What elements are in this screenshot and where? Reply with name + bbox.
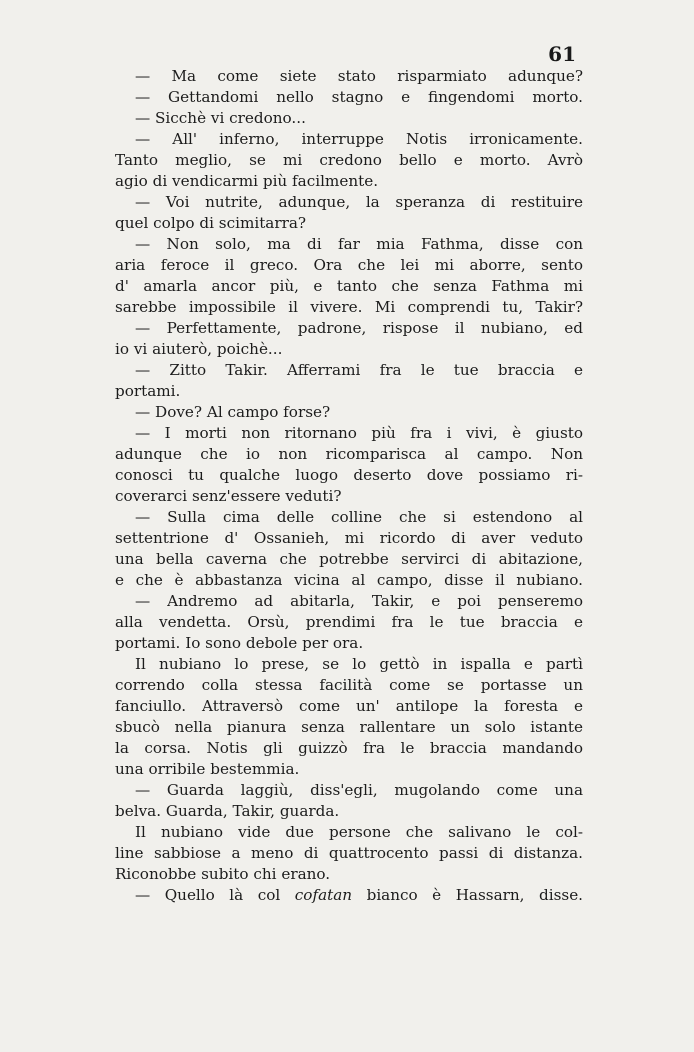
line-segment: — Quello là col <box>135 886 281 904</box>
text-line: — Dove? Al campo forse? <box>135 403 331 421</box>
text-line: e che è abbastanza vicina al campo, disse il nubiano. <box>115 571 583 589</box>
text-line: fanciullo. Attraversò come un' antilope la foresta e <box>115 697 583 715</box>
text-line: correndo colla stessa facilità come se portasse un <box>115 676 583 694</box>
text-line: — Ma come siete stato risparmiato adunque? <box>135 67 583 85</box>
text-line: portami. <box>115 382 181 400</box>
text-line: Il nubiano lo prese, se lo gettò in ispalla e partì <box>135 655 583 673</box>
text-line: — Sicchè vi credono... <box>135 109 306 127</box>
text-line: alla vendetta. Orsù, prendimi fra le tue braccia e <box>115 613 583 631</box>
text-line: la corsa. Notis gli guizzò fra le braccia mandando <box>115 739 583 757</box>
text-line: aria feroce il greco. Ora che lei mi aborre, sento <box>115 256 583 274</box>
text-line: una bella caverna che potrebbe servirci di abitazione, <box>115 550 583 568</box>
text-line: sarebbe impossibile il vivere. Mi comprendi tu, Takir? <box>115 298 583 316</box>
text-line: — Non solo, ma di far mia Fathma, disse con <box>135 235 583 253</box>
text-line: — Andremo ad abitarla, Takir, e poi penseremo <box>135 592 583 610</box>
page-number: 61 <box>548 42 576 66</box>
text-line: settentrione d' Ossanieh, mi ricordo di aver veduto <box>115 529 583 547</box>
text-line: Riconobbe subito chi erano. <box>115 865 331 883</box>
text-line: — Zitto Takir. Afferrami fra le tue braccia e <box>135 361 583 379</box>
text-line <box>135 885 583 905</box>
text-line: Il nubiano vide due persone che salivano le col- <box>135 823 583 841</box>
line-segment: bianco è Hassarn, disse. <box>366 886 584 904</box>
text-line: line sabbiose a meno di quattrocento passi di distanza. <box>115 844 583 862</box>
text-line: io vi aiuterò, poichè... <box>115 340 283 358</box>
text-line: coverarci senz'essere veduti? <box>115 487 342 505</box>
text-line: — I morti non ritornano più fra i vivi, è giusto <box>135 424 583 442</box>
text-line: — Gettandomi nello stagno e fingendomi morto. <box>135 88 583 106</box>
text-line: d' amarla ancor più, e tanto che senza Fathma mi <box>115 277 583 295</box>
text-line: — Perfettamente, padrone, rispose il nubiano, ed <box>135 319 583 337</box>
text-line: conosci tu qualche luogo deserto dove possiamo ri- <box>115 466 583 484</box>
text-line: — Voi nutrite, adunque, la speranza di restituire <box>135 193 583 211</box>
text-line: portami. Io sono debole per ora. <box>115 634 364 652</box>
text-line: agio di vendicarmi più facilmente. <box>115 172 379 190</box>
text-line: adunque che io non ricomparisca al campo. Non <box>115 445 583 463</box>
text-line: quel colpo di scimitarra? <box>115 214 307 232</box>
text-line: Tanto meglio, se mi credono bello e morto. Avrò <box>115 151 583 169</box>
text-line: — Sulla cima delle colline che si estendono al <box>135 508 583 526</box>
italic-word: cofatan <box>294 886 353 904</box>
text-line: sbucò nella pianura senza rallentare un solo istante <box>115 718 583 736</box>
text-line: — Guarda laggiù, diss'egli, mugolando come una <box>135 781 583 799</box>
text-line: belva. Guarda, Takir, guarda. <box>115 802 340 820</box>
text-line: una orribile bestemmia. <box>115 760 300 778</box>
text-line: — All' inferno, interruppe Notis irronicamente. <box>135 130 583 148</box>
